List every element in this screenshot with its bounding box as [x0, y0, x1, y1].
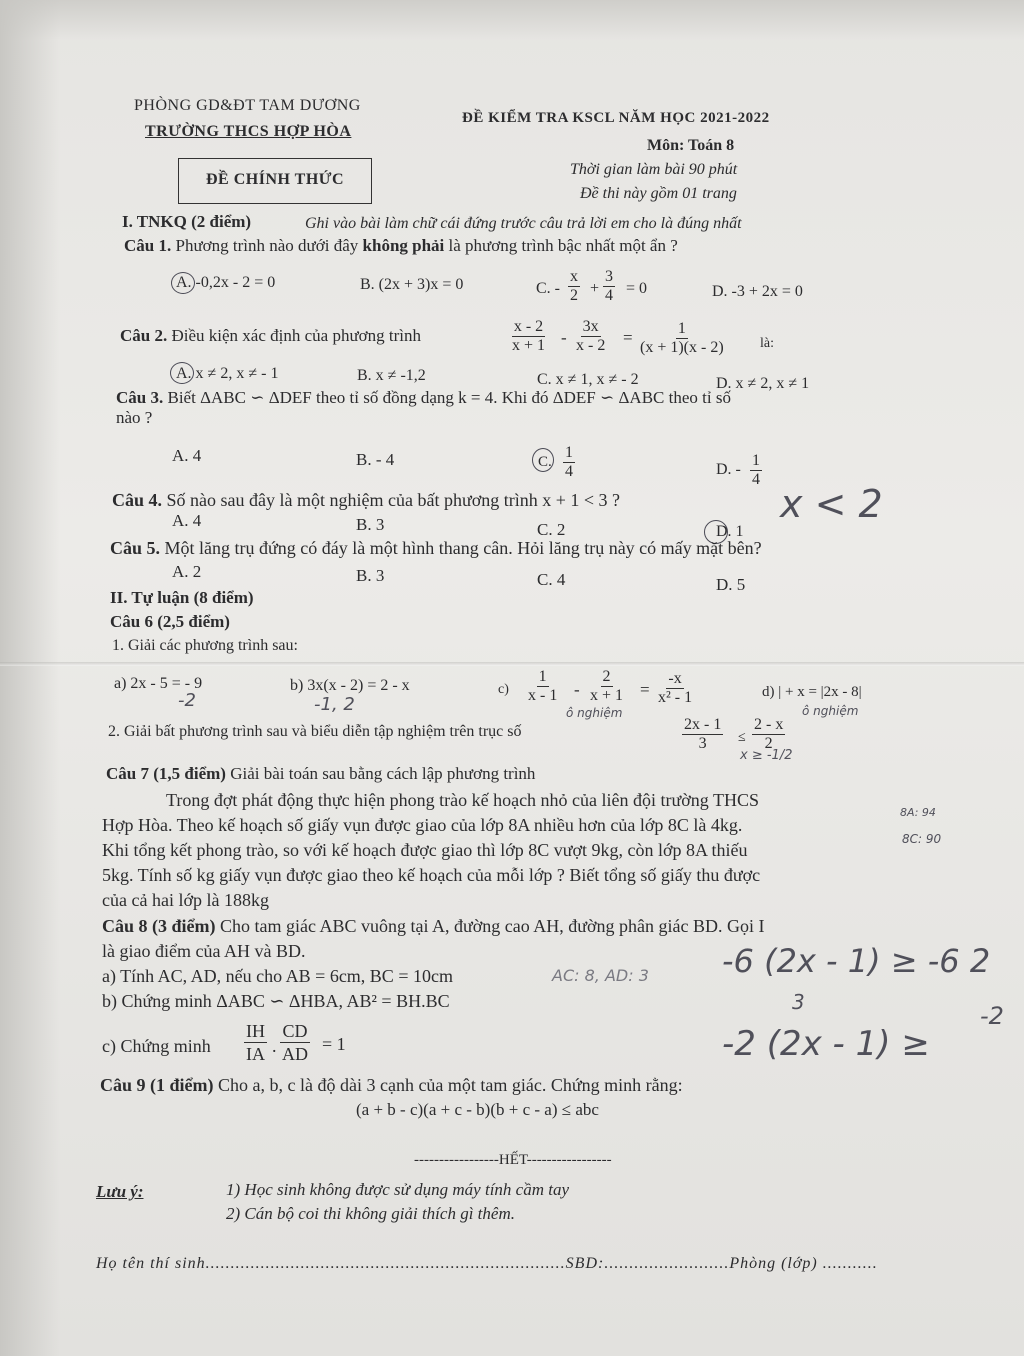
handwritten-q7-8c: 8C: 90: [902, 832, 942, 846]
frac-den: x - 1: [528, 687, 558, 704]
q6-2-le: ≤: [738, 730, 746, 745]
q6c-fraction-2: [588, 668, 625, 705]
handwritten-work-tail: -2: [980, 1002, 1004, 1030]
q2-fraction-2: [574, 318, 607, 355]
frac-den: 4: [565, 463, 573, 480]
q1-option-b: B. (2x + 3)x = 0: [360, 276, 464, 293]
q1-option-d: D. -3 + 2x = 0: [712, 283, 803, 300]
q7-title-tail: Giải bài toán sau bằng cách lập phương trình: [230, 764, 536, 783]
q1-text-b: là phương trình bậc nhất một ẩn ?: [448, 236, 678, 255]
q3-option-c-fraction: [563, 444, 575, 481]
q6-part-a: a) 2x - 5 = - 9: [114, 675, 203, 692]
duration: Thời gian làm bài 90 phút: [570, 161, 738, 178]
q3-stem-line2: nào ?: [116, 408, 153, 427]
q2-option-c: C. x ≠ 1, x ≠ - 2: [537, 371, 639, 388]
q6-part-d: d) | + x = |2x - 8|: [762, 684, 862, 700]
department-name: PHÒNG GD&ĐT TAM DƯƠNG: [134, 97, 361, 114]
part2-title: II. Tự luận (8 điểm): [110, 588, 254, 607]
exam-title: ĐỀ KIỂM TRA KSCL NĂM HỌC 2021-2022: [462, 110, 770, 126]
q7-line-5: của cả hai lớp là 188kg: [102, 890, 269, 910]
q3-stem: [116, 388, 731, 408]
handwritten-work-line-1: -6 (2x - 1) ≥ -6 2: [722, 942, 991, 980]
frac-den: x + 1: [590, 687, 624, 704]
q2-option-b: B. x ≠ -1,2: [357, 367, 426, 384]
q9-title: Câu 9 (1 điểm): [100, 1075, 214, 1095]
q3-option-d-prefix: D. -: [716, 461, 741, 478]
frac-num: 2 - x: [754, 716, 784, 733]
q8c-fraction-1: [244, 1020, 267, 1065]
q6-part-c-prefix: c): [498, 682, 509, 697]
frac-num: 2x - 1: [684, 716, 722, 733]
q6-part-b: b) 3x(x - 2) = 2 - x: [290, 677, 410, 694]
q8-part-c-prefix: c) Chứng minh: [102, 1036, 211, 1056]
q1-option-c-suffix: = 0: [626, 280, 648, 297]
q3-label: Câu 3.: [116, 388, 164, 407]
q2-text: Điều kiện xác định của phương trình: [171, 326, 422, 345]
q1-stem: [124, 236, 678, 256]
q4-option-d: D. 1: [716, 523, 744, 540]
frac-num: -x: [668, 670, 682, 687]
q1-option-a: A. -0,2x - 2 = 0: [176, 274, 276, 291]
q2-equals: =: [623, 328, 633, 347]
handwritten-q6d: ô nghiệm: [802, 704, 859, 718]
q8-heading: [102, 916, 765, 936]
frac-num: 1: [565, 444, 573, 461]
q2-tail: là:: [760, 336, 774, 351]
frac-den: 2: [570, 287, 578, 304]
q1-text-a: Phương trình nào dưới đây: [175, 236, 359, 255]
note-label: Lưu ý:: [96, 1182, 144, 1201]
q1-option-c-fraction-2: [603, 268, 615, 305]
handwritten-q6-2: x ≥ -1/2: [740, 748, 793, 763]
q7-title: Câu 7 (1,5 điểm): [106, 764, 226, 783]
q2-option-a: A. x ≠ 2, x ≠ - 1: [176, 365, 279, 382]
subject: Môn: Toán 8: [647, 137, 735, 154]
q8c-fraction-2: [280, 1020, 310, 1065]
note-1: 1) Học sinh không được sử dụng máy tính cầm tay: [226, 1180, 570, 1199]
q8-title: Câu 8 (3 điểm): [102, 916, 216, 936]
frac-den: x² - 1: [658, 689, 693, 706]
q6-2-fraction-1: [682, 716, 723, 753]
q3-option-a: A. 4: [172, 446, 202, 465]
q6-sub2: 2. Giải bất phương trình sau và biểu diễn tập nghiệm trên trục số: [108, 723, 522, 740]
q2-option-d: D. x ≠ 2, x ≠ 1: [716, 375, 810, 392]
official-label: ĐỀ CHÍNH THỨC: [206, 171, 345, 188]
handwritten-q6c: ô nghiệm: [566, 706, 623, 720]
handwritten-q4-note: x < 2: [780, 482, 883, 526]
q8-line-1: Cho tam giác ABC vuông tại A, đường cao AH, đường phân giác BD. Gọi I: [220, 916, 765, 936]
q7-heading: [106, 764, 535, 784]
school-name: TRƯỜNG THCS HỢP HÒA: [145, 123, 352, 140]
frac-den: (x + 1)(x - 2): [640, 339, 724, 356]
part1-instruction: Ghi vào bài làm chữ cái đứng trước câu trả lời em cho là đúng nhất: [305, 215, 742, 232]
q1-option-c-fraction-1: [568, 268, 580, 305]
candidate-info-line: Họ tên thí sinh........................................................................SBD:.........................Phòng (lớp) ...........: [96, 1255, 878, 1272]
q1-text-bold: không phải: [362, 236, 445, 255]
end-marker: -----------------HẾT-----------------: [414, 1152, 612, 1168]
q9-heading: [100, 1075, 683, 1095]
q4-option-c: C. 2: [537, 520, 566, 539]
q8-line-2: là giao điểm của AH và BD.: [102, 941, 306, 961]
q5-stem: [110, 538, 762, 558]
q7-line-3: Khi tổng kết phong trào, so với kế hoạch được giao thì lớp 8C vượt 9kg, còn lớp 8A thiếu: [102, 840, 748, 860]
frac-den: x + 1: [512, 337, 546, 354]
q8c-suffix: = 1: [322, 1034, 346, 1054]
q4-stem: [112, 490, 620, 510]
q5-option-a: A. 2: [172, 562, 202, 581]
q6c-fraction-3: [656, 670, 694, 707]
frac-den: 4: [605, 287, 613, 304]
q1-option-c-plus: +: [590, 280, 600, 297]
frac-num: 3x: [582, 318, 599, 335]
handwritten-q6a: -2: [178, 690, 196, 711]
frac-num: 1: [538, 668, 547, 685]
frac-den: x - 2: [576, 337, 606, 354]
frac-num: 1: [752, 452, 760, 469]
paper-shadow-top: [0, 0, 1024, 40]
handwritten-q6b: -1, 2: [314, 694, 355, 715]
q5-option-d: D. 5: [716, 575, 746, 594]
q6c-equals: =: [640, 680, 650, 699]
page-count: Đề thi này gồm 01 trang: [580, 185, 737, 202]
frac-num: 3: [605, 268, 613, 285]
q8-part-a: a) Tính AC, AD, nếu cho AB = 6cm, BC = 10cm: [102, 966, 453, 986]
frac-num: IH: [246, 1021, 265, 1041]
frac-num: 2: [602, 668, 611, 685]
frac-den: 2: [764, 735, 773, 752]
frac-num: x - 2: [513, 318, 544, 335]
handwritten-work-line-2: -2 (2x - 1) ≥: [722, 1024, 930, 1064]
q6c-fraction-1: [526, 668, 559, 705]
frac-den: IA: [246, 1044, 265, 1064]
handwritten-work-denominator: 3: [792, 990, 805, 1014]
q7-line-2: Hợp Hòa. Theo kế hoạch số giấy vụn được giao của lớp 8A nhiều hơn của lớp 8C là 4kg.: [102, 815, 743, 835]
q4-text: Số nào sau đây là một nghiệm của bất phương trình x + 1 < 3 ?: [166, 490, 621, 510]
handwritten-q7-8a: 8A: 94: [900, 806, 936, 819]
q2-fraction-3: [638, 320, 726, 357]
q2-label: Câu 2.: [120, 326, 168, 345]
q8c-dot: .: [272, 1036, 277, 1056]
q9-formula: (a + b - c)(a + c - b)(b + c - a) ≤ abc: [356, 1100, 599, 1119]
paper-fold-line: [0, 662, 1024, 666]
note-2: 2) Cán bộ coi thi không giải thích gì thêm.: [226, 1204, 515, 1223]
q7-line-1: Trong đợt phát động thực hiện phong trào kế hoạch nhỏ của liên đội trường THCS: [166, 790, 759, 810]
q5-option-c: C. 4: [537, 570, 566, 589]
frac-num: x: [570, 268, 578, 285]
frac-den: AD: [282, 1044, 308, 1064]
q4-option-a: A. 4: [172, 511, 202, 530]
q1-label: Câu 1.: [124, 236, 172, 255]
q2-stem: [120, 326, 421, 346]
frac-den: 3: [698, 735, 707, 752]
frac-num: 1: [677, 320, 686, 337]
q4-option-b: B. 3: [356, 515, 385, 534]
q5-text: Một lăng trụ đứng có đáy là một hình thang cân. Hỏi lăng trụ này có mấy mặt bên?: [164, 538, 762, 558]
q4-label: Câu 4.: [112, 490, 163, 510]
handwritten-q8a: AC: 8, AD: 3: [552, 966, 649, 985]
q3-option-b: B. - 4: [356, 450, 395, 469]
q2-minus: -: [561, 328, 567, 347]
q3-text: Biết ΔABC ∽ ΔDEF theo tỉ số đồng dạng k = 4. Khi đó ΔDEF ∽ ΔABC theo tỉ số: [167, 388, 731, 407]
q8-part-b: b) Chứng minh ΔABC ∽ ΔHBA, AB² = BH.BC: [102, 991, 450, 1011]
frac-den: 4: [752, 471, 760, 488]
q6-sub1: 1. Giải các phương trình sau:: [112, 637, 298, 654]
q3-option-c-prefix: C.: [538, 454, 552, 470]
q3-option-d-fraction: [750, 452, 762, 489]
q5-label: Câu 5.: [110, 538, 161, 558]
q7-line-4: 5kg. Tính số kg giấy vụn được giao theo kế hoạch của mỗi lớp ? Biết tổng số giấy thu được: [102, 865, 761, 885]
q6c-minus: -: [574, 680, 580, 699]
q9-text: Cho a, b, c là độ dài 3 cạnh của một tam giác. Chứng minh rằng:: [218, 1075, 683, 1095]
paper-shadow-left: [0, 0, 60, 1356]
part1-title: I. TNKQ (2 điểm): [122, 212, 252, 231]
q2-fraction-1: [510, 318, 547, 355]
frac-num: CD: [282, 1021, 308, 1041]
q6-title: Câu 6 (2,5 điểm): [110, 612, 230, 631]
q1-option-c-prefix: C. -: [536, 280, 560, 297]
q5-option-b: B. 3: [356, 566, 385, 585]
